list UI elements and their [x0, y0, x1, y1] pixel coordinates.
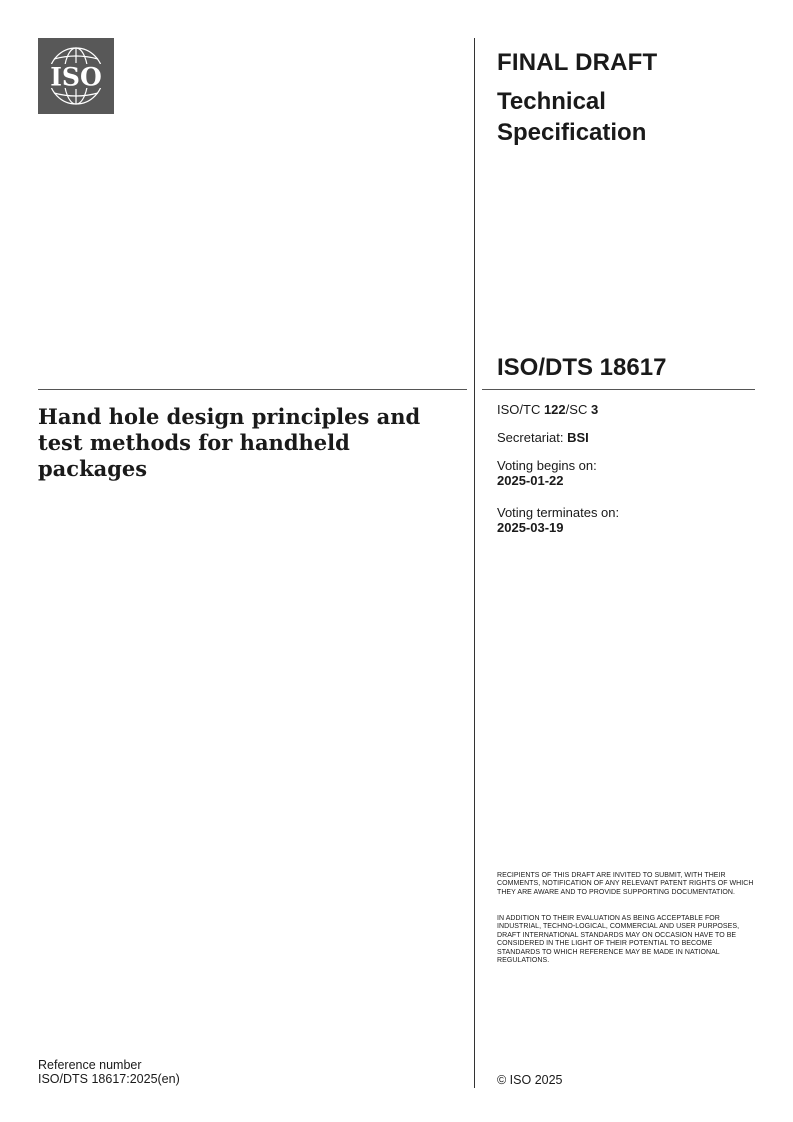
reference-value: ISO/DTS 18617:2025(en): [38, 1071, 180, 1086]
committee-prefix: ISO/TC: [497, 402, 544, 417]
iso-logo: [38, 38, 114, 114]
reference-label: Reference number: [38, 1058, 142, 1072]
reference-number: [38, 1059, 180, 1086]
draft-status: FINAL DRAFT: [497, 49, 658, 76]
secretariat-label: Secretariat:: [497, 430, 568, 445]
secretariat: [497, 430, 757, 445]
title-rule-left: [38, 389, 467, 390]
voting-terminates-date: 2025-03-19: [497, 520, 564, 535]
title-rule-right: [482, 389, 755, 390]
voting-begins-label: Voting begins on:: [497, 458, 597, 473]
evaluation-notice: IN ADDITION TO THEIR EVALUATION AS BEING ACCEPTABLE FOR INDUSTRIAL, TECHNO-LOGICAL, COMMERCIAL AND USER PURPOSES, DRAFT INTERNATIONAL STANDARDS MAY ON OCCASION HAVE TO BE CONSIDERED IN THE LIGHT OF THEIR POTENTIAL TO BECOME STANDARDS TO WHICH REFERENCE MAY BE MADE IN NATIONAL REGULATIONS.: [497, 915, 740, 965]
document-title: Hand hole design principles and test methods for handheld packages: [38, 404, 421, 481]
document-number: ISO/DTS 18617: [497, 354, 667, 381]
patent-notice: RECIPIENTS OF THIS DRAFT ARE INVITED TO SUBMIT, WITH THEIR COMMENTS, NOTIFICATION OF ANY RELEVANT PATENT RIGHTS OF WHICH THEY ARE AWARE AND TO PROVIDE SUPPORTING DOCUMENTATION.: [497, 872, 754, 896]
committee-sep: /SC: [565, 402, 591, 417]
committee: [497, 402, 757, 417]
secretariat-value: BSI: [567, 430, 589, 445]
iso-globe-logo-icon: [38, 38, 114, 114]
committee-sc: 3: [590, 402, 599, 417]
column-divider: [474, 38, 475, 1088]
voting-terminates-label: Voting terminates on:: [497, 505, 620, 520]
voting-begins-date: 2025-01-22: [497, 473, 564, 488]
committee-tc: 122: [543, 402, 566, 417]
voting-terminates: [497, 505, 757, 535]
document-type: Technical Specification: [497, 88, 647, 146]
logo-text: ISO: [50, 62, 102, 92]
voting-begins: [497, 458, 757, 488]
copyright: © ISO 2025: [497, 1073, 563, 1087]
